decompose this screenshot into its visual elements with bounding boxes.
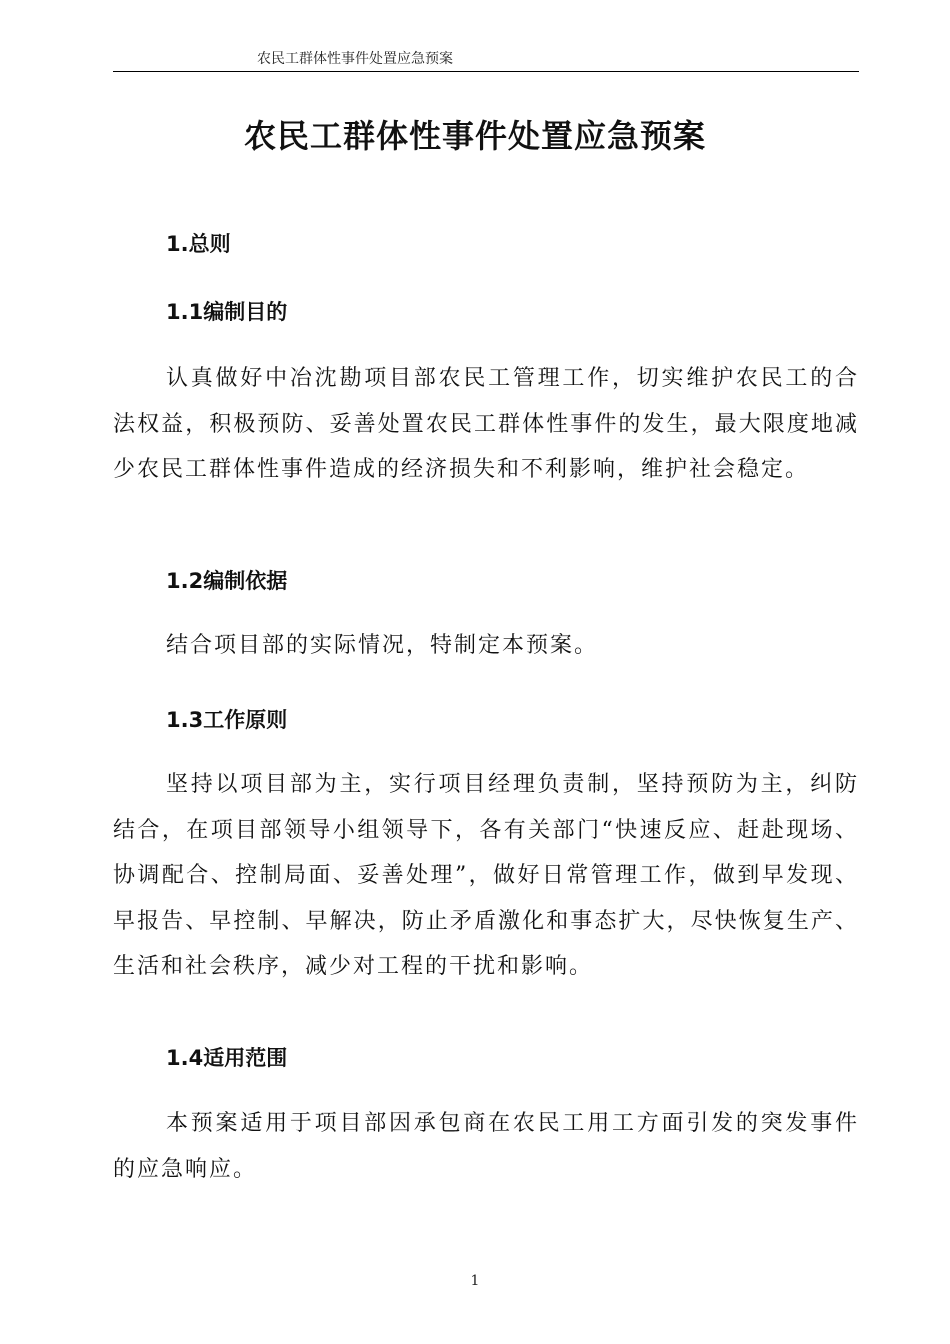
paragraph-principles: 坚持以项目部为主，实行项目经理负责制，坚持预防为主，纠防结合，在项目部领导小组领导下，各有关部门“快速反应、赶赴现场、协调配合、控制局面、妥善处理”，做好日常管理工作，做到早发现、早报告、早控制、早解决，防止矛盾激化和事态扩大，尽快恢复生产、生活和社会秩序，减少对工程的干扰和影响。 [113, 772, 859, 979]
section-heading-scope: 1.4适用范围 [166, 1046, 288, 1070]
section-heading-purpose: 1.1编制目的 [166, 300, 288, 324]
header-divider [113, 71, 859, 72]
paragraph-basis: 结合项目部的实际情况，特制定本预案。 [166, 633, 599, 658]
page-number: 1 [470, 1273, 480, 1289]
document-title: 农民工群体性事件处置应急预案 [243, 117, 706, 155]
header-text: 农民工群体性事件处置应急预案 [257, 51, 453, 67]
section-heading-principles: 1.3工作原则 [166, 708, 288, 732]
paragraph-scope: 本预案适用于项目部因承包商在农民工用工方面引发的突发事件的应急响应。 [113, 1111, 859, 1182]
paragraph-purpose: 认真做好中冶沈勘项目部农民工管理工作，切实维护农民工的合法权益，积极预防、妥善处置农民工群体性事件的发生，最大限度地减少农民工群体性事件造成的经济损失和不利影响，维护社会稳定。 [113, 366, 859, 482]
section-heading-general: 1.总则 [166, 232, 231, 256]
section-heading-basis: 1.2编制依据 [166, 569, 288, 593]
